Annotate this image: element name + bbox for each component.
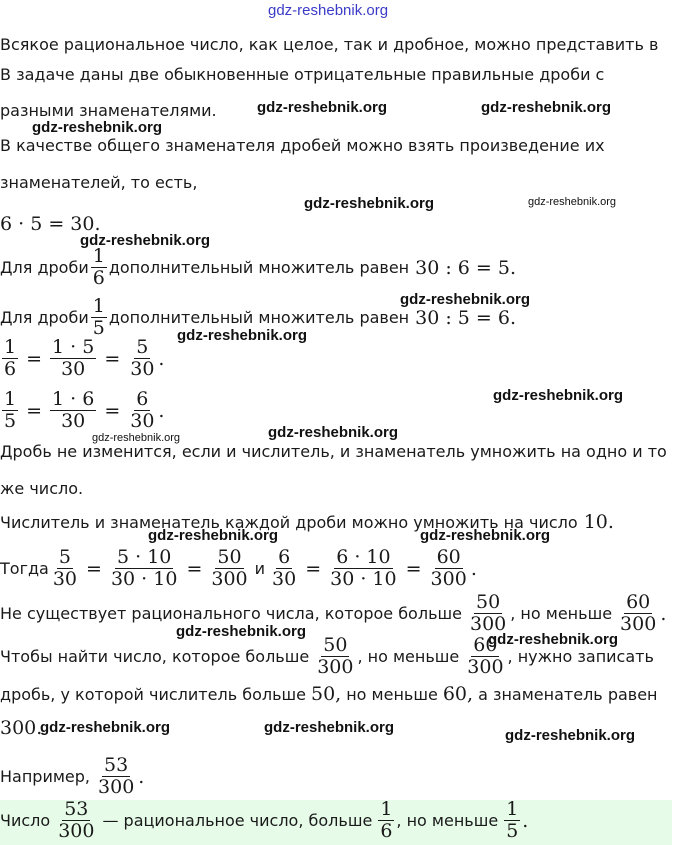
period: .	[158, 347, 165, 370]
answer-line	[0, 799, 528, 842]
numerator: 60	[473, 634, 498, 656]
denominator: 300	[620, 613, 657, 635]
fraction	[128, 389, 156, 432]
fraction	[128, 337, 156, 380]
watermark: gdz-reshebnik.org	[32, 119, 163, 136]
paragraph-line: знаменателей, то есть,	[0, 173, 198, 192]
text: а знаменатель равен	[478, 684, 658, 704]
watermark: gdz-reshebnik.org	[268, 424, 399, 441]
numerator: 5	[136, 336, 149, 358]
watermark: gdz-reshebnik.org	[493, 387, 624, 404]
line-no-rational-between	[0, 592, 666, 635]
denominator: 6	[4, 358, 17, 380]
fraction	[2, 337, 18, 380]
text: , но меньше	[396, 811, 499, 830]
fraction	[468, 592, 508, 635]
math: 30 : 5 = 6.	[415, 306, 517, 329]
watermark: gdz-reshebnik.org	[528, 196, 617, 208]
numerator: 1 · 6	[52, 388, 95, 410]
period: .	[138, 765, 145, 788]
equation-then	[0, 547, 477, 590]
watermark: gdz-reshebnik.org	[488, 631, 619, 648]
watermark: gdz-reshebnik.org	[420, 527, 551, 544]
watermark: gdz-reshebnik.org	[177, 327, 308, 344]
math: 60,	[442, 683, 474, 705]
equals: =	[86, 557, 102, 580]
text: Тогда	[0, 559, 49, 578]
numerator: 6	[278, 546, 291, 568]
line-extra-factor-6	[0, 246, 516, 289]
denominator: 6	[92, 267, 105, 289]
watermark: gdz-reshebnik.org	[505, 727, 636, 744]
fraction	[618, 592, 658, 635]
math-product: 6 · 5 = 30.	[0, 213, 101, 235]
math: 10.	[583, 511, 614, 533]
denominator: 5	[506, 820, 519, 842]
fraction	[270, 547, 298, 590]
watermark: gdz-reshebnik.org	[80, 232, 211, 249]
numerator: 1	[506, 798, 519, 820]
numerator: 6 · 10	[336, 546, 391, 568]
text: Число	[0, 811, 51, 830]
denominator: 30 · 10	[110, 568, 178, 590]
text: Не существует рационального числа, которое больше	[0, 604, 462, 623]
denominator: 300	[430, 568, 467, 590]
line-numerator-range	[0, 683, 658, 705]
numerator: 53	[64, 798, 89, 820]
period: .	[470, 557, 477, 580]
numerator: 5	[58, 546, 71, 568]
text: дополнительный множитель равен	[108, 308, 410, 327]
numerator: 6	[136, 388, 149, 410]
denominator: 300	[469, 613, 507, 635]
text: Для дроби	[0, 258, 89, 277]
period: .	[522, 809, 529, 832]
equals: =	[186, 557, 203, 580]
denominator: 30 · 10	[330, 568, 397, 590]
numerator: 60	[436, 546, 461, 568]
paragraph-line: Дробь не изменится, если и числитель, и знаменатель умножить на одно и то	[0, 442, 667, 461]
text: , нужно записать	[507, 647, 654, 666]
equals: =	[405, 557, 422, 580]
denominator: 30	[130, 410, 155, 432]
fraction	[56, 799, 96, 842]
denominator: 5	[4, 410, 17, 432]
denominator: 300	[98, 776, 135, 798]
fraction	[91, 246, 107, 289]
watermark: gdz-reshebnik.org	[257, 99, 388, 116]
text: Для дроби	[0, 308, 89, 327]
text: — рациональное число, больше	[102, 811, 373, 830]
math: 30 : 6 = 5.	[415, 256, 517, 279]
fraction	[209, 547, 249, 590]
paragraph-line: же число.	[0, 479, 84, 498]
denominator: 300	[467, 656, 504, 678]
text: но меньше	[346, 684, 438, 704]
denominator: 30	[52, 568, 78, 590]
watermark: gdz-reshebnik.org	[304, 195, 435, 212]
denominator: 30	[61, 410, 86, 432]
fraction	[50, 337, 96, 380]
text: дробь, у которой числитель больше	[0, 684, 306, 704]
watermark-top: gdz-reshebnik.org	[268, 2, 389, 19]
equals: =	[26, 399, 43, 422]
text: Чтобы найти число, которое больше	[0, 647, 310, 666]
denominator: 30	[61, 358, 86, 380]
equation-one-fifth	[0, 389, 164, 432]
watermark: gdz-reshebnik.org	[148, 527, 279, 544]
equation-one-sixth	[0, 337, 164, 380]
line-multiply-by-10	[0, 511, 614, 533]
math-denominator: 300.	[0, 717, 43, 739]
equals: =	[104, 399, 121, 422]
denominator: 300	[317, 656, 354, 678]
text: дополнительный множитель равен	[108, 258, 410, 277]
denominator: 5	[92, 317, 105, 339]
text: Например,	[0, 767, 91, 786]
text: и	[254, 559, 266, 578]
numerator: 50	[476, 591, 501, 613]
fraction	[109, 547, 179, 590]
denominator: 6	[380, 820, 393, 842]
fraction	[96, 755, 136, 798]
denominator: 300	[58, 820, 95, 842]
numerator: 1	[92, 245, 105, 267]
watermark: gdz-reshebnik.org	[40, 719, 171, 736]
equals: =	[305, 557, 322, 580]
denominator: 30	[272, 568, 297, 590]
fraction	[51, 547, 79, 590]
numerator: 5 · 10	[117, 546, 172, 568]
line-to-find-number	[0, 635, 654, 678]
watermark: gdz-reshebnik.org	[176, 623, 307, 640]
text: Числитель и знаменатель каждой дроби можно умножить на число	[0, 512, 578, 532]
fraction	[315, 635, 355, 678]
fraction	[91, 296, 107, 339]
watermark: gdz-reshebnik.org	[481, 99, 612, 116]
denominator: 300	[211, 568, 248, 590]
paragraph-line: В задаче даны две обыкновенные отрицательные правильные дроби с	[0, 65, 605, 84]
line-extra-factor-5	[0, 296, 516, 339]
numerator: 1	[4, 336, 17, 358]
numerator: 53	[104, 754, 129, 776]
numerator: 60	[626, 591, 651, 613]
watermark: gdz-reshebnik.org	[400, 291, 531, 308]
line-example	[0, 755, 144, 798]
paragraph-line: Всякое рациональное число, как целое, так и дробное, можно представить в	[0, 35, 659, 54]
numerator: 1	[4, 388, 17, 410]
text: , но меньше	[510, 604, 613, 623]
fraction	[328, 547, 398, 590]
numerator: 50	[217, 546, 242, 568]
fraction	[378, 799, 394, 842]
math: 50,	[311, 683, 342, 705]
numerator: 50	[323, 634, 348, 656]
watermark: gdz-reshebnik.org	[264, 719, 395, 736]
fraction	[50, 389, 96, 432]
fraction	[465, 635, 505, 678]
numerator: 1 · 5	[52, 336, 95, 358]
equals: =	[104, 347, 121, 370]
period: .	[158, 399, 165, 422]
equals: =	[26, 347, 43, 370]
fraction	[504, 799, 520, 842]
watermark: gdz-reshebnik.org	[92, 432, 181, 444]
text: , но меньше	[357, 647, 460, 666]
numerator: 1	[380, 798, 393, 820]
period: .	[660, 602, 667, 625]
numerator: 1	[92, 295, 105, 317]
paragraph-line: разными знаменателями.	[0, 101, 217, 120]
fraction	[429, 547, 469, 590]
paragraph-line: В качестве общего знаменателя дробей можно взять произведение их	[0, 136, 605, 155]
fraction	[2, 389, 18, 432]
denominator: 30	[130, 358, 155, 380]
